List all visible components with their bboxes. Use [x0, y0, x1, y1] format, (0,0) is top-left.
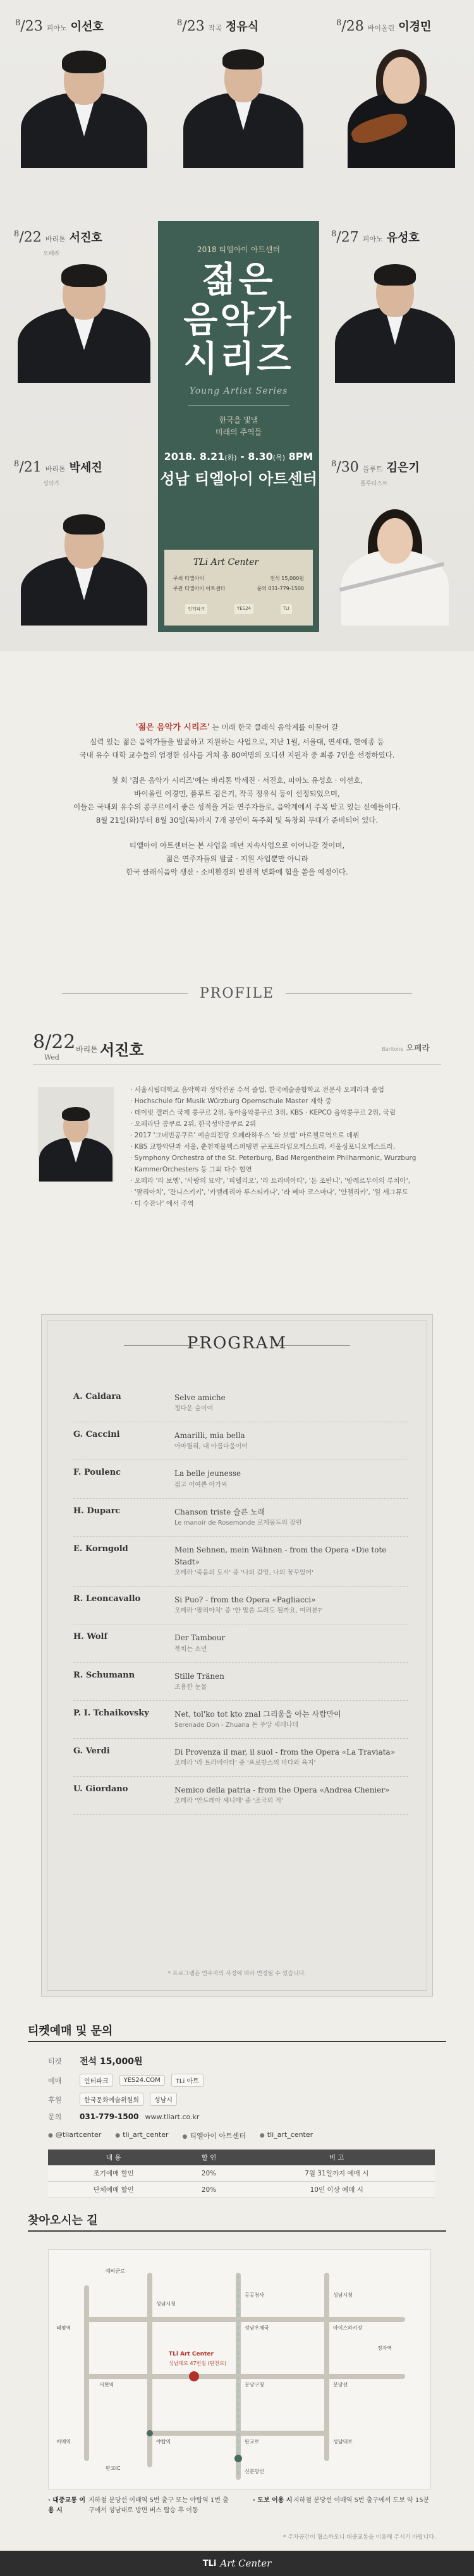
profile-photo [38, 1087, 114, 1182]
composer: F. Poulenc [73, 1468, 121, 1478]
profile-voice: Baritone 오페라 [382, 1044, 430, 1053]
artist-photo [11, 480, 157, 626]
sponsor-logo: 인터파크 [185, 604, 207, 614]
work: Net, tol'ko tot kto znal 그리움을 아는 사람만이 Serenade Don - Zhuana 돈 주앙 세레나데 [174, 1709, 341, 1729]
artist-photo [329, 23, 474, 168]
composer: H. Wolf [73, 1632, 108, 1642]
bio-item: · '팔리아치', '잔니스키키', '카벨레리아 루스티카나', '라 베마 코스마나', '안젤리카', '일 세그뮤도 [130, 1187, 446, 1198]
intro-text: '젊은 음악가 시리즈' 는 미래 한국 클래식 음악계를 이끌어 갈 실력 있는 젊은 음악가들을 발굴하고 지원하는 사업으로, 지난 1월, 서울대, 연세대, 한예종 등 국내 유수 대학 교수들의 엄정한 심사를 거쳐 총 80여명의 오디션 지원자 중 최종 7인을 선정하였다. 첫 회 '젊은 음악가 시리즈'에는 바리톤 박세진 · 서진호, 피아노 유성호 · 이선호, 바이올린 이경민, 플루트 김은기, 작곡 정유식 등이 선정되었으며, 이들은 국내외 유수의 콩쿠르에서 좋은 성적을 거둔 연주자들로, 음악계에서 주목 받고 있는 신예들이다. 8월 21일(화)부터 8월 30일(목)까지 7개 공연이 독주회 및 독창회 무대가 준비되어 있다. 티엘아이 아트센터는 본 사업을 매년 지속사업으로 이어나갈 것이며, 젊은 연주자들의 발굴 · 지원 사업뿐만 아니라 한국 클래식음악 생산 · 소비환경의 발전적 변화에 힘을 쏟을 예정이다. [73, 723, 401, 877]
transit-info: · 대중교통 이용 시지하철 분당선 이매역 5번 출구 또는 야탑역 1번 출구에서 성남대로 방면 버스 탑승 후 이동 [48, 2497, 229, 2514]
profile-bio [130, 1084, 446, 1210]
sponsor-logo: TLi [281, 604, 292, 614]
ticket-booking-row: 예매 인터파크 YES24.COM TLi 아트 [48, 2074, 204, 2087]
program-row [73, 1537, 408, 1587]
website-link[interactable]: www.tliart.co.kr [145, 2112, 200, 2121]
program-row [73, 1624, 408, 1662]
work: Stille Tränen 조용한 눈물 [174, 1671, 224, 1691]
walk-info: · 도보 이용 시지하철 분당선 이매역 5번 출구에서 도보 약 15분 [253, 2497, 430, 2504]
bio-item: · 서울시립대학교 음악학과 성악전공 수석 졸업, 한국예술종합학교 전문사 오페라과 졸업 [130, 1084, 446, 1096]
map-label: 태평역 [56, 2325, 71, 2331]
work: Chanson triste 슬픈 노래 Le manoir de Rosemonde 로제몽드의 장원 [174, 1507, 302, 1527]
artist-card [329, 18, 474, 168]
sponsor-logos [173, 604, 304, 614]
artist-tag: $^8$/27 피아노 유성호 [331, 229, 420, 245]
program-row [73, 1777, 408, 1815]
work: Der Tambour 북치는 소년 [174, 1633, 226, 1653]
map-label: 성남시청 [333, 2292, 353, 2298]
facebook-link[interactable]: ● @tliartcenter [48, 2131, 101, 2141]
series-title-box [158, 221, 319, 632]
work: La belle jeunesse 젊고 어여쁜 아가씨 [174, 1469, 241, 1489]
bio-item: · 데이빗 갤러스 국제 콩쿠르 2위, 동아음악콩쿠르 3위, KBS · KEPCO 음악콩쿠르 2위, 국립 [130, 1107, 446, 1118]
series-title: 젊은 음악가 시리즈 [183, 260, 294, 380]
twitter-link[interactable]: ● tli_art_center [260, 2131, 313, 2141]
map-label: 성남시청 [156, 2301, 176, 2307]
divider [188, 405, 289, 406]
map-title: 찾아오시는 길 [28, 2214, 98, 2227]
program-title: PROGRAM [186, 1334, 288, 1353]
artist-photo [11, 23, 157, 168]
artist-photo [11, 238, 157, 383]
footer-logo[interactable]: TLi Art Center [0, 2551, 474, 2576]
composer: H. Duparc [73, 1506, 121, 1516]
artist-tag: $^8$/30 플루트 김은기 플루티스트 [331, 459, 420, 487]
profile-name: 서진호 [100, 1041, 144, 1059]
event-dates: 2018. 8.21(화) - 8.30(목) 8PM [164, 450, 313, 463]
program-row [73, 1587, 408, 1624]
map-label: 아이스하키장 [333, 2325, 363, 2331]
program-list [73, 1384, 408, 1815]
profile-date: 8/22 Wed [33, 1031, 76, 1061]
series-highlight: '젊은 음악가 시리즈' [135, 723, 210, 732]
bio-item: · 디 수잔나' 에서 주역 [130, 1198, 446, 1209]
plate-row: 주최 티엘아이 전석 15,000원 [173, 576, 304, 581]
bio-item: · 2017 '그네빈공쿠르' 예술의전당 오페라하우스 '라 보엠' 마르첼로역으로 데뷔 [130, 1130, 446, 1141]
sponsor-logo: YES24 [234, 604, 253, 614]
venue-marker[interactable]: TLi Art Center [169, 2351, 214, 2357]
location-map[interactable] [48, 2249, 431, 2489]
instagram-link[interactable]: ● tli_art_center [115, 2131, 168, 2141]
poster-header [0, 0, 474, 651]
discount-table [48, 2150, 435, 2198]
map-roads [49, 2250, 431, 2489]
work: Selve amiche 정다운 숲이여 [174, 1393, 226, 1413]
artist-card [171, 18, 316, 168]
ticket-title: 티켓예매 및 문의 [28, 2024, 113, 2038]
map-label: 성남대로 [333, 2439, 353, 2445]
map-label: 분당선 [333, 2382, 348, 2388]
ticket-host-row: 후원 한국문화예술위원회 성남시 [48, 2093, 177, 2106]
artist-card [322, 229, 468, 383]
composer: R. Schumann [73, 1670, 135, 1680]
work: Amarilli, mia bella 아마릴리, 내 아름다움이여 [174, 1431, 248, 1451]
composer: R. Leoncavallo [73, 1594, 141, 1604]
map-label: 성남우체국 [245, 2325, 269, 2331]
composer: E. Korngold [73, 1544, 128, 1554]
artist-photo [171, 23, 316, 168]
profile-role: 바리톤 [76, 1045, 98, 1054]
table-row: 조기예매 할인 20% 7월 31일까지 예매 시 [48, 2165, 435, 2182]
phone-number: 031-779-1500 [80, 2112, 139, 2121]
blog-link[interactable]: ● 티엘아이 아트센터 [183, 2131, 246, 2141]
artist-tag: $^8$/23 작곡 정유식 [177, 18, 259, 34]
table-header: 할 인 [179, 2150, 238, 2165]
artist-card [11, 459, 157, 626]
tagline: 한국을 빛낼 미래의 주역들 [215, 416, 262, 437]
map-label: 신분당선 [245, 2469, 264, 2474]
ticket-inquiry-row: 문의 031-779-1500 www.tliart.co.kr [48, 2112, 200, 2121]
program-row [73, 1384, 408, 1422]
table-row: 단체예매 할인 20% 10인 이상 예매 시 [48, 2182, 435, 2198]
bio-item: · KBS 교향악단과 서울, 춘천제물엑스퍼탱면 군포프라임오케스트라, 서울심포니오케스트라, [130, 1141, 446, 1152]
work: Si Puo? - from the Opera «Pagliacci» 오페라 '팔리아치' 중 '한 말씀 드려도 될까요, 여러분?' [174, 1595, 323, 1615]
yes24-logo[interactable]: YES24.COM [119, 2075, 165, 2086]
program-note: * 프로그램은 연주자의 사정에 따라 변경될 수 있습니다. [167, 1971, 307, 1977]
artist-tag: $^8$/28 바이올린 이경민 [336, 18, 432, 34]
table-header: 내 용 [48, 2150, 179, 2165]
artist-photo [322, 480, 468, 626]
bio-item: · KammerOrchesters 등 그외 다수 협연 [130, 1164, 446, 1175]
divider [28, 2041, 446, 2042]
artist-photo [322, 238, 468, 383]
venue-address: 성남대로 47번길 (탄천로) [169, 2361, 227, 2366]
profile-heading: PROFILE [0, 986, 474, 1001]
work: Mein Sehnen, mein Wähnen - from the Opera «Die tote Stadt» 오페라 '죽음의 도시' 중 '나의 갈망, 나의 꿈꾸었어' [174, 1545, 387, 1577]
composer: G. Verdi [73, 1746, 110, 1756]
composer: A. Caldara [73, 1392, 121, 1401]
work: Di Provenza il mar, il suol - from the Opera «La Traviata» 오페라 '라 트라비아타' 중 '프로방스의 바다와 육지' [174, 1747, 396, 1767]
event-venue: 성남 티엘아이 아트센터 [160, 469, 317, 488]
bio-item: · Symphony Orchestra of the St. Peterburg, Bad Mergentheim Philharmonic, Wurzburg [130, 1152, 446, 1164]
info-plate [164, 550, 313, 626]
plate-row: 주관 티엘아이 아트센터 문의 031-779-1500 [173, 586, 304, 591]
tli-logo: TLi Art Center [193, 557, 259, 567]
bio-item: · 오페라 '라 보엠', '사랑의 묘약', '피델리오', '라 트라비아타', '돈 조반니', '방레르무어의 루치아', [130, 1175, 446, 1187]
program-row [73, 1663, 408, 1701]
artist-tag: $^8$/21 바리톤 박세진 성악가 [14, 459, 102, 487]
program-row [73, 1739, 408, 1777]
artist-card [11, 18, 157, 168]
series-title-english: Young Artist Series [189, 386, 288, 397]
tli-logo[interactable]: TLi 아트 [171, 2074, 204, 2087]
program-row [73, 1422, 408, 1460]
map-label: 예비군로 [106, 2268, 125, 2274]
artist-card [11, 229, 157, 383]
map-label: 서현역 [99, 2382, 114, 2388]
program-panel [41, 1314, 433, 1997]
interpark-logo[interactable]: 인터파크 [80, 2074, 113, 2087]
table-header: 비 고 [238, 2150, 435, 2165]
bio-item: · Hochschule für Musik Würzburg Opernschule Master 재학 중 [130, 1096, 446, 1107]
map-label: 야탑역 [156, 2439, 171, 2445]
map-label: 이매역 [56, 2439, 71, 2445]
composer: G. Caccini [73, 1430, 120, 1440]
bio-item: · 오페라단 콩쿠르 2위, 한국성악콩쿠르 2위 [130, 1118, 446, 1130]
seongnam-logo: 성남시 [150, 2093, 177, 2106]
artist-tag: $^8$/23 피아노 이선호 [15, 18, 104, 34]
divider [33, 1064, 441, 1065]
map-label: 판교로 [245, 2439, 260, 2445]
program-row [73, 1701, 408, 1739]
parking-note: * 주차공간이 협소하오니 대중교통을 이용해 주시기 바랍니다. [283, 2534, 436, 2541]
divider [28, 2230, 446, 2232]
map-label: 판교IC [106, 2465, 121, 2471]
map-label: 분당구청 [245, 2382, 264, 2388]
ticket-price-row: 티켓 전석 15,000원 [48, 2057, 143, 2067]
program-row [73, 1499, 408, 1537]
composer: U. Giordano [73, 1784, 128, 1794]
work: Nemico della patria - from the Opera «Andrea Chenier» 오페라 '안드레아 셰니에' 중 '조국의 적' [174, 1786, 390, 1805]
map-label: 정자역 [377, 2345, 392, 2351]
arts-council-logo: 한국문화예술위원회 [80, 2093, 143, 2106]
composer: P. I. Tchaikovsky [73, 1708, 149, 1718]
series-subtitle: 2018 티엘아이 아트센터 [197, 245, 280, 254]
social-links [48, 2131, 313, 2141]
artist-tag: $^8$/22 바리톤 서진호 오페라 [14, 229, 102, 257]
map-label: 공공청사 [245, 2292, 264, 2298]
program-row [73, 1460, 408, 1498]
artist-card [322, 459, 468, 626]
